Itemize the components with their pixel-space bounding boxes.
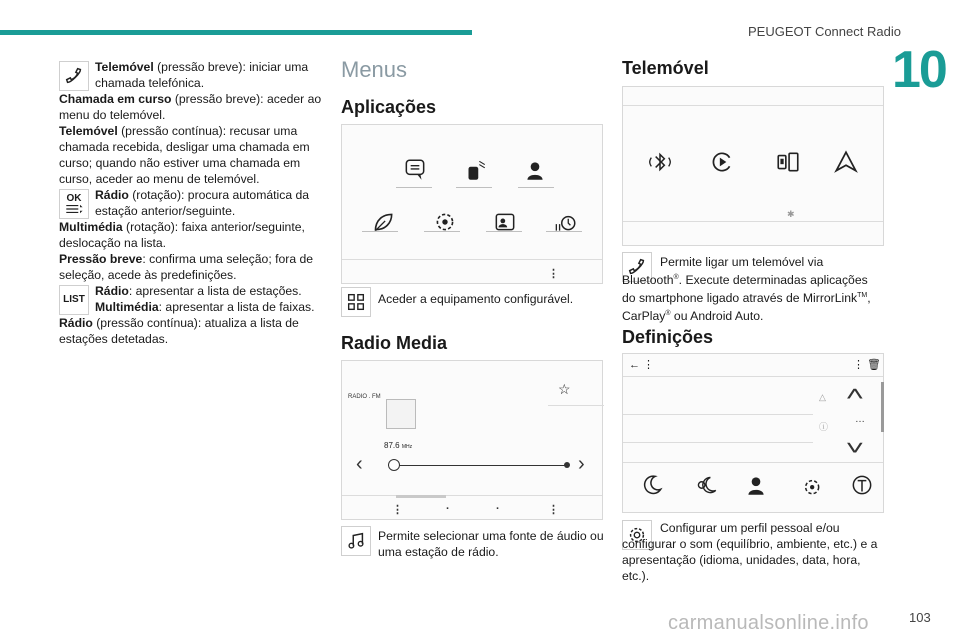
list-control-item	[59, 283, 324, 315]
radio-options-icon: ⋮	[392, 504, 403, 516]
brightness-icon	[689, 468, 723, 502]
menus-heading: Menus	[341, 57, 408, 82]
phone-long-text: Telemóvel (pressão contínua): recusar uma chamada recebida, desligar uma chamada em curso; quando não estiver uma chamada em curso, aceder ao menu de telemóvel.	[59, 124, 310, 186]
ok-control-item	[59, 187, 324, 219]
radio-band-label: RADIO . FM	[348, 394, 381, 400]
station-artwork	[386, 399, 416, 429]
user-app-icon	[518, 153, 552, 187]
radio-rotate-text: Rádio (rotação): procura automática da estação anterior/seguinte.	[95, 188, 310, 218]
connected-services-icon	[398, 153, 432, 187]
eco-leaf-icon	[366, 205, 400, 239]
apps-grid-icon	[341, 287, 371, 317]
more-options-icon: ⋮	[548, 268, 559, 280]
ok-dial-icon: OK	[59, 189, 89, 219]
phone-control-item	[59, 59, 324, 91]
phone-app-icon	[458, 153, 492, 187]
ellipsis-icon: …	[855, 414, 865, 425]
radio-caption: Permite selecionar uma fonte de áudio ou uma estação de rádio.	[378, 529, 604, 559]
short-press-text: Pressão breve: confirma uma seleção; fora de seleção, acede às predefinições.	[59, 252, 314, 282]
warning-icon: △	[819, 392, 826, 402]
profile-icon	[739, 468, 773, 502]
radio-dot-2: ·	[496, 503, 500, 515]
radio-dot-1: ·	[446, 503, 450, 515]
settings-screen	[622, 353, 884, 513]
phone-heading: Telemóvel	[622, 58, 709, 78]
mirrorlink-icon	[771, 145, 805, 179]
apps-caption: Aceder a equipamento configurável.	[378, 292, 574, 306]
header-accent-bar	[0, 30, 472, 35]
climate-timer-icon	[548, 205, 582, 239]
radio-screen	[341, 360, 603, 520]
radio-list-text: Rádio: apresentar a lista de estações.	[95, 284, 302, 298]
call-in-progress-text: Chamada em curso (pressão breve): aceder ao menu do telemóvel.	[59, 92, 322, 122]
settings-heading: Definições	[622, 327, 714, 347]
active-tab-indicator	[396, 495, 446, 498]
frequency-readout: 87.6 MHz	[384, 441, 413, 450]
bluetooth-icon	[643, 145, 677, 179]
frequency-slider-knob	[388, 459, 400, 471]
apps-screen	[341, 124, 603, 284]
column-controls	[59, 59, 324, 347]
info-icon: ⓘ	[819, 422, 829, 432]
phone-screen	[622, 86, 884, 246]
slider-end-dot	[564, 462, 570, 468]
frequency-slider	[388, 465, 568, 466]
scroll-down-icon: ˅	[845, 438, 865, 460]
scroll-up-icon: ˄	[845, 384, 865, 406]
previous-station-icon: ‹	[356, 453, 363, 475]
radio-update-text: Rádio (pressão contínua): atualiza a lista de estações detetadas.	[59, 316, 299, 346]
system-settings-icon	[793, 468, 827, 502]
phone-short-text: Telemóvel (pressão breve): iniciar uma chamada telefónica.	[95, 60, 309, 90]
phone-icon	[59, 61, 89, 91]
page-number: 103	[909, 610, 931, 625]
next-station-icon: ›	[578, 453, 585, 475]
favorite-star-icon: ☆	[558, 381, 571, 397]
settings-top-right-icons: ⋮ 🗑	[853, 359, 882, 371]
android-auto-icon	[829, 145, 863, 179]
media-rotate-text: Multimédia (rotação): faixa anterior/seguinte, deslocação na lista.	[59, 220, 305, 250]
apps-heading: Aplicações	[341, 97, 437, 117]
contacts-icon	[488, 205, 522, 239]
vehicle-settings-icon	[428, 205, 462, 239]
music-note-icon	[341, 526, 371, 556]
settings-scrollbar	[881, 382, 884, 432]
bluetooth-status-icon: ✱	[787, 209, 795, 219]
phone-caption: Permite ligar um telemóvel via Bluetooth®. Execute determinadas aplicações do smartphone ligado através de MirrorLink™, CarPlay® ou Android Auto.	[622, 255, 871, 324]
settings-caption: Configurar um perfil pessoal e/ou configurar o som (equilíbrio, ambiente, etc.) e a apresentação (idioma, unidades, data, hora, etc.).	[622, 521, 878, 583]
radio-media-heading: Radio Media	[341, 333, 448, 353]
language-icon	[845, 468, 879, 502]
header-title: PEUGEOT Connect Radio	[748, 24, 901, 39]
media-list-text: Multimédia: apresentar a lista de faixas.	[95, 300, 315, 314]
watermark: carmanualsonline.info	[668, 612, 869, 634]
night-mode-icon	[635, 468, 669, 502]
back-arrow-icon: ← ⋮	[629, 359, 655, 371]
carplay-icon	[705, 145, 739, 179]
chapter-number: 10	[892, 41, 946, 99]
list-button-icon: LIST	[59, 285, 89, 315]
radio-more-icon: ⋮	[548, 504, 559, 516]
